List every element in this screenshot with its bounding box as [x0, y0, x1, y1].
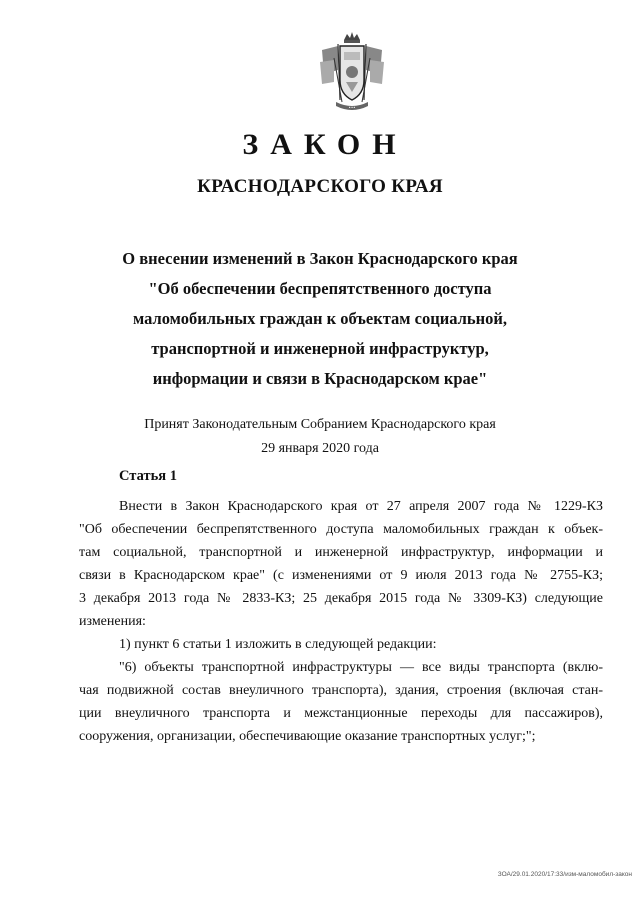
- krasnodar-coat-of-arms-icon: [316, 30, 388, 114]
- adoption-note: [0, 413, 640, 461]
- svg-text:•••: •••: [348, 105, 356, 110]
- law-title: [60, 244, 580, 394]
- article-body: [79, 495, 603, 748]
- body-line: чая подвижной состав внеуличного транспорта), здания, строения (включая стан-: [79, 683, 603, 698]
- article-heading: Статья 1: [119, 468, 177, 484]
- body-line: "6) объекты транспортной инфраструктуры — все виды транспорта (вклю-: [119, 660, 603, 675]
- body-line: 1) пункт 6 статьи 1 изложить в следующей редакции:: [119, 637, 437, 652]
- document-title: ЗАКОН: [242, 128, 408, 161]
- adoption-date: 29 января 2020 года: [261, 441, 379, 456]
- body-line: "Об обеспечении беспрепятственного доступа маломобильных граждан к объек-: [79, 522, 603, 537]
- body-line: связи в Краснодарском крае" (с изменениями от 9 июля 2013 года № 2755-КЗ;: [79, 568, 603, 583]
- body-line: Внести в Закон Краснодарского края от 27 апреля 2007 года № 1229-КЗ: [119, 499, 603, 514]
- document-code: ЗОА/29.01.2020/17:33/изм-маломобил-закон: [497, 871, 632, 878]
- adoption-line: Принят Законодательным Собранием Краснодарского края: [144, 417, 496, 432]
- body-line: изменения:: [79, 614, 146, 629]
- body-line: ции внеуличного транспорта и межстанционные переходы для пассажиров),: [79, 706, 603, 721]
- body-line: там социальной, транспортной и инженерной инфраструктур, информации и: [79, 545, 603, 560]
- law-title-line: информации и связи в Краснодарском крае": [152, 369, 488, 388]
- document-subtitle: КРАСНОДАРСКОГО КРАЯ: [197, 176, 443, 197]
- law-title-line: транспортной и инженерной инфраструктур,: [151, 339, 489, 358]
- law-title-line: "Об обеспечении беспрепятственного доступа: [148, 279, 492, 298]
- body-line: 3 декабря 2013 года № 2833-КЗ; 25 декабря 2015 года № 3309-КЗ) следующие: [79, 591, 603, 606]
- body-line: сооружения, организации, обеспечивающие оказание транспортных услуг;";: [79, 729, 536, 744]
- law-title-line: О внесении изменений в Закон Краснодарского края: [122, 249, 518, 268]
- law-title-line: маломобильных граждан к объектам социальной,: [132, 309, 508, 328]
